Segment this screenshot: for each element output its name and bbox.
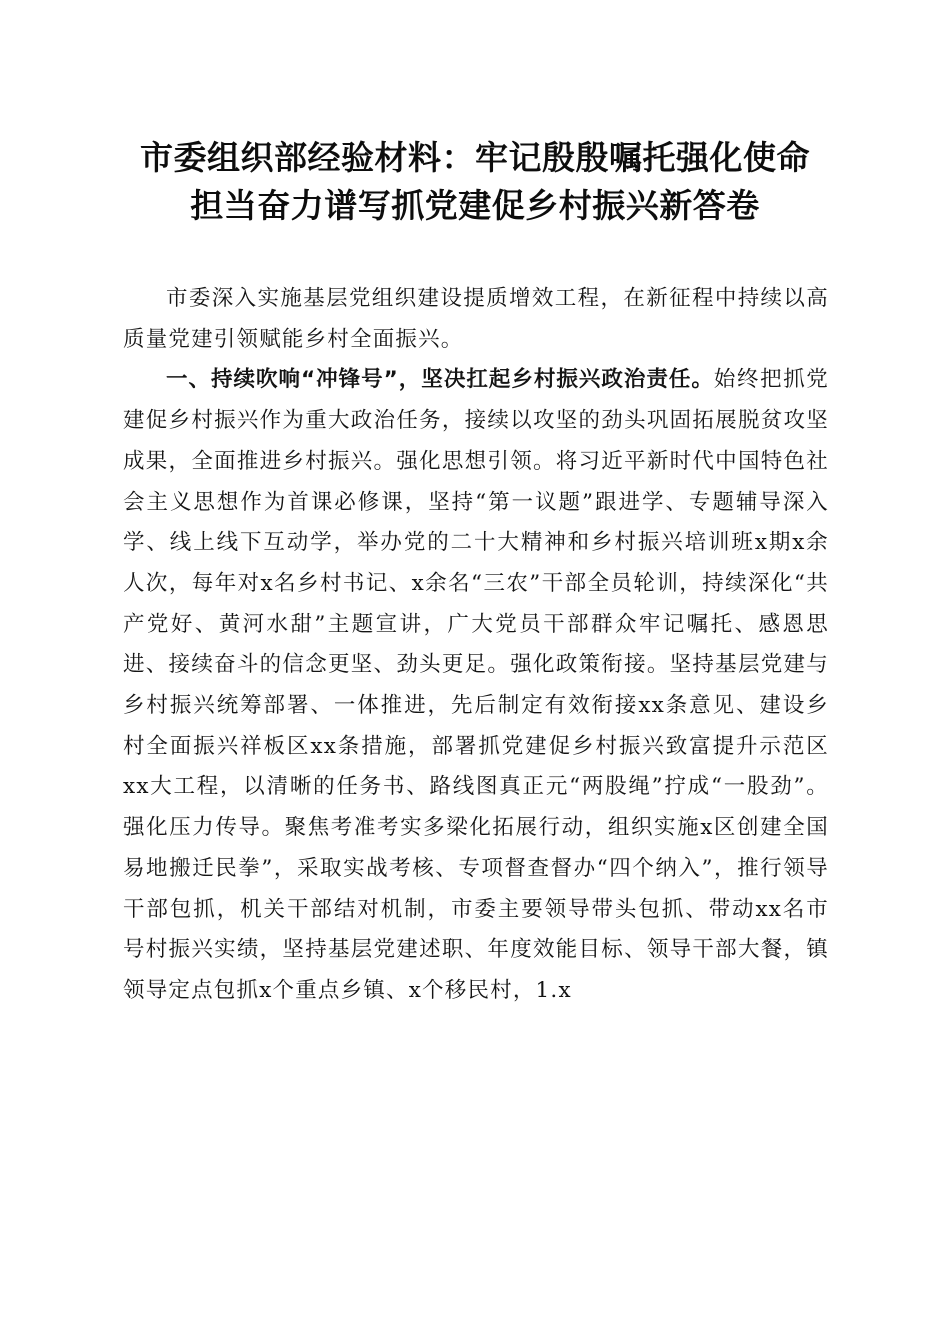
title-line-1: 市委组织部经验材料：牢记殷殷嘱托强化使命	[140, 138, 810, 177]
section-1-text: 始终把抓党建促乡村振兴作为重大政治任务，接续以攻坚的劲头巩固拓展脱贫攻坚成果，全面推进乡村振兴。强化思想引领。将习近平新时代中国特色社会主义思想作为首课必修课，坚持“第一议题”跟进学、专题辅导深入学、线上线下互动学，举办党的二十大精神和乡村振兴培训班x期x余人次，每年对x名乡村书记、x余名“三农”干部全员轮训，持续深化“共产党好、黄河水甜”主题宣讲，广大党员干部群众牢记嘱托、感恩思进、接续奋斗的信念更坚、劲头更足。强化政策衔接。坚持基层党建与乡村振兴统筹部署、一体推进，先后制定有效衔接xx条意见、建设乡村全面振兴祥板区xx条措施，部署抓党建促乡村振兴致富提升示范区xx大工程，以清晰的任务书、路线图真正元“两股绳”拧成“一股劲”。强化压力传导。聚焦考准考实多梁化拓展行动，组织实施x区创建全国易地搬迁民拳”，采取实战考核、专项督查督办“四个纳入”，推行领导干部包抓，机关干部结对机制，市委主要领导带头包抓、带动xx名市号村振兴实绩，坚持基层党建述职、年度效能目标、领导干部大餐，镇领导定点包抓x个重点乡镇、x个移民村，1.x	[123, 367, 829, 1003]
section-1-paragraph	[123, 360, 829, 1011]
title-line-2: 担当奋力谱写抓党建促乡村振兴新答卷	[190, 186, 760, 225]
section-1-heading: 一、持续吹响“冲锋号”，坚决扛起乡村振兴政治责任。	[166, 367, 714, 393]
intro-paragraph: 市委深入实施基层党组织建设提质增效工程，在新征程中持续以高质量党建引领赋能乡村全面振兴。	[123, 286, 829, 352]
document-body	[123, 279, 829, 1012]
document-title	[100, 134, 850, 230]
